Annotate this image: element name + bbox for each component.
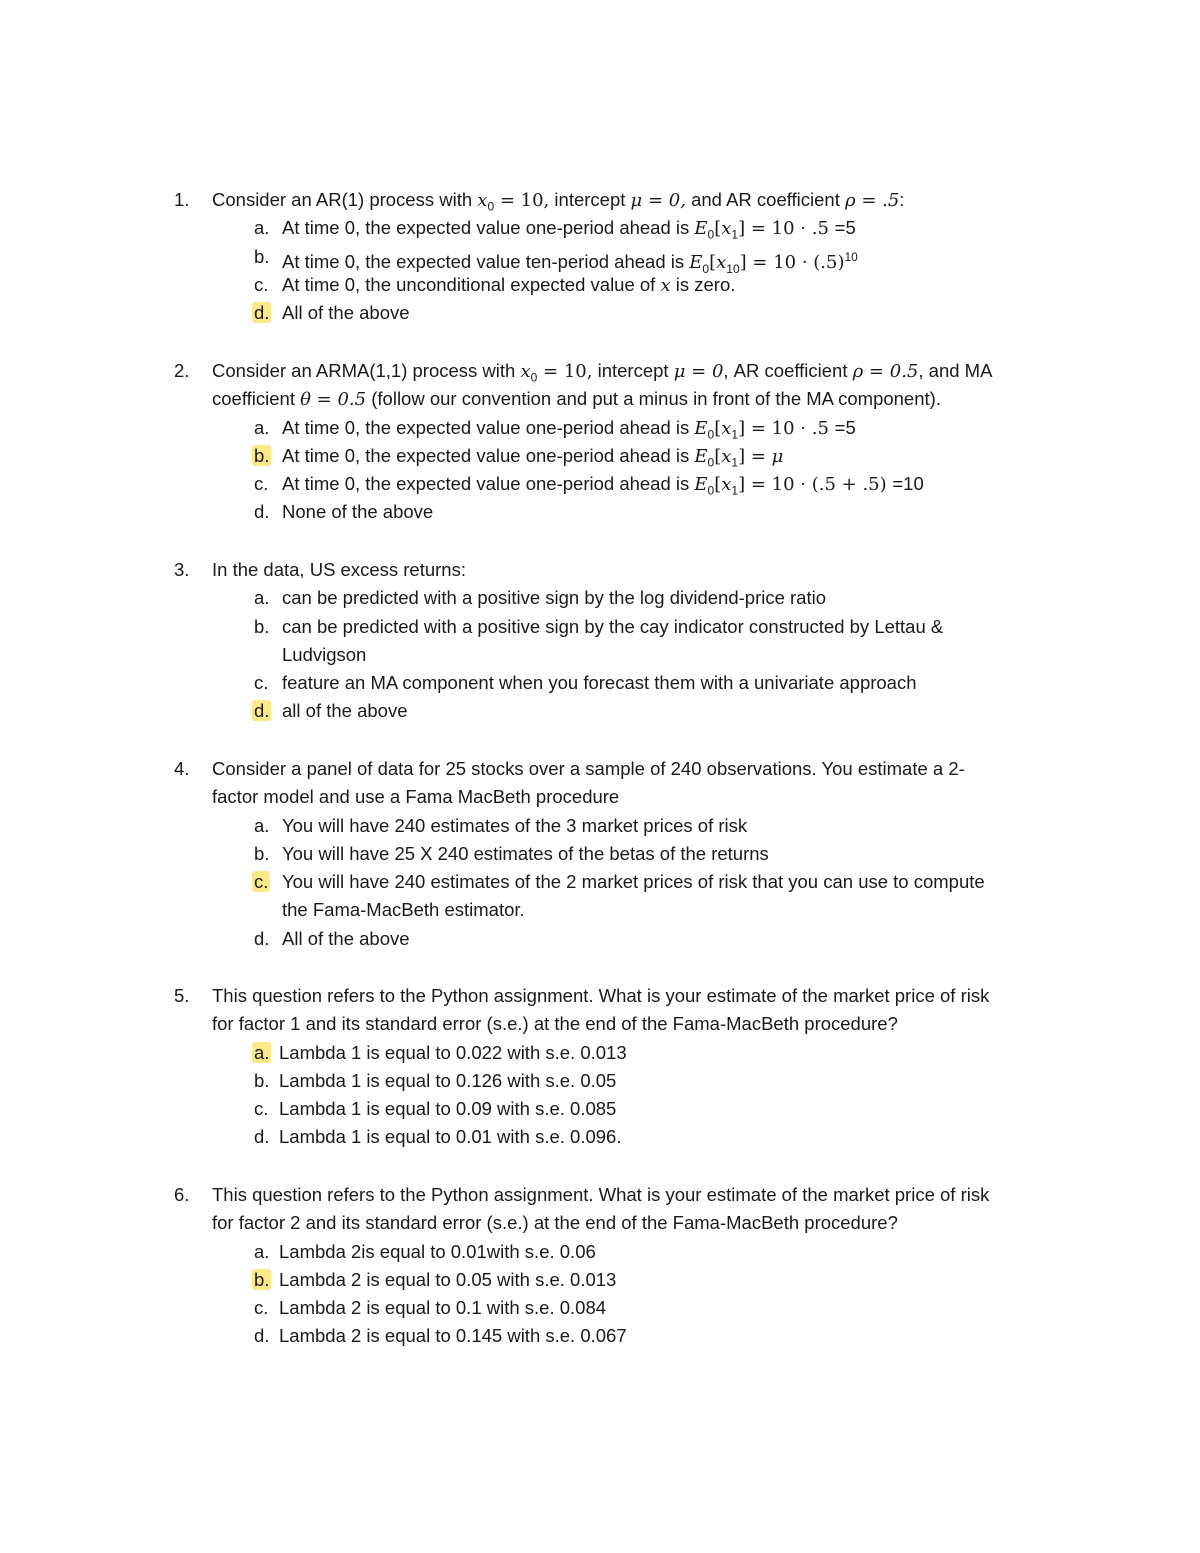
option-letter: c. [254, 473, 269, 495]
option-letter [254, 442, 271, 470]
question-number: 2. [174, 360, 190, 381]
option-c [0, 271, 1200, 299]
question-1 [0, 186, 1200, 327]
option-b [0, 1266, 1200, 1294]
option-text: At time 0, the expected value one-period ahead is $E_0[x_1] = 10 \cdot (.5 + .5) =10$ [282, 473, 924, 498]
question-number: 5. [174, 985, 190, 1006]
option-letter: c. [254, 1098, 269, 1120]
answer-highlight: b. [254, 444, 270, 466]
question-text: This question refers to the Python assignment. What is your estimate of the market price of risk [212, 985, 990, 1006]
question-number: 1. [174, 189, 190, 210]
question-text: Consider an AR(1) process with $x_0 = 10$, intercept μ = 0, and AR coefficient ρ = .5: [212, 189, 905, 214]
question-stem [0, 186, 1200, 214]
option-letter: a. [254, 217, 270, 239]
option-text: Ludvigson [282, 643, 367, 665]
question-5 [0, 982, 1200, 1152]
option-a [0, 214, 1200, 242]
option-c-continued [0, 896, 1200, 924]
question-3 [0, 556, 1200, 726]
option-text: all of the above [282, 700, 408, 722]
question-2 [0, 357, 1200, 527]
option-letter: b. [254, 245, 270, 267]
question-number: 6. [174, 1184, 190, 1205]
question-number: 3. [174, 559, 190, 580]
option-text: At time 0, the expected value one-period ahead is $E_0[x_1] = 10 \cdot .5 =5$ [282, 416, 856, 442]
option-b [0, 442, 1200, 470]
question-text: Consider an ARMA(1,1) process with $x_0 = 10$, intercept μ = 0, AR coefficient ρ = 0.5, and MA [212, 360, 993, 385]
option-d [0, 299, 1200, 327]
option-letter: c. [254, 273, 269, 295]
question-number: 4. [174, 758, 190, 779]
option-b [0, 1067, 1200, 1095]
question-text: for factor 1 and its standard error (s.e.) at the end of the Fama-MacBeth procedure? [212, 1013, 898, 1035]
option-text: Lambda 1 is equal to 0.022 with s.e. 0.013 [279, 1041, 627, 1063]
option-letter: b. [254, 615, 270, 637]
option-text: Lambda 2 is equal to 0.1 with s.e. 0.084 [279, 1297, 607, 1319]
option-text: Lambda 1 is equal to 0.126 with s.e. 0.05 [279, 1069, 617, 1091]
question-text: for factor 2 and its standard error (s.e.) at the end of the Fama-MacBeth procedure? [212, 1212, 898, 1234]
question-text: Consider a panel of data for 25 stocks over a sample of 240 observations. You estimate a 2- [212, 758, 965, 779]
option-a [0, 584, 1200, 612]
option-text: the Fama-MacBeth estimator. [282, 899, 525, 921]
option-letter: c. [254, 1297, 269, 1319]
option-letter: d. [254, 501, 270, 523]
option-text: can be predicted with a positive sign by the log dividend-price ratio [282, 587, 827, 609]
option-text: All of the above [282, 302, 410, 324]
answer-highlight: a. [254, 1041, 270, 1063]
option-text: None of the above [282, 501, 434, 523]
option-letter: d. [254, 1126, 270, 1148]
option-d [0, 1322, 1200, 1350]
option-b-continued [0, 641, 1200, 669]
question-text: This question refers to the Python assignment. What is your estimate of the market price of risk [212, 1184, 990, 1205]
option-a [0, 1238, 1200, 1266]
option-letter: a. [254, 814, 270, 836]
question-6 [0, 1181, 1200, 1351]
option-text: At time 0, the expected value one-period ahead is $E_0[x_1] = 10 \cdot .5 =5$ [282, 217, 856, 242]
option-b [0, 840, 1200, 868]
question-stem-line-2 [0, 1010, 1200, 1038]
option-d [0, 1123, 1200, 1151]
option-letter: a. [254, 416, 270, 438]
option-c [0, 1095, 1200, 1123]
option-letter: b. [254, 1069, 270, 1091]
question-4 [0, 755, 1200, 953]
option-text: All of the above [282, 927, 410, 949]
option-text: can be predicted with a positive sign by the cay indicator constructed by Lettau & [282, 615, 944, 637]
option-letter: d. [254, 927, 270, 949]
option-text: You will have 240 estimates of the 3 market prices of risk [282, 814, 748, 836]
question-stem-line-2 [0, 1209, 1200, 1237]
option-text: You will have 25 X 240 estimates of the betas of the returns [282, 842, 769, 864]
option-letter [254, 1039, 271, 1067]
question-stem [0, 556, 1200, 584]
option-c [0, 669, 1200, 697]
question-stem [0, 982, 1200, 1010]
answer-highlight: c. [254, 871, 269, 893]
option-letter: a. [254, 587, 270, 609]
option-letter [254, 1266, 271, 1294]
option-c [0, 868, 1200, 896]
option-letter: b. [254, 842, 270, 864]
option-letter: c. [254, 672, 269, 694]
option-text: Lambda 2 is equal to 0.145 with s.e. 0.067 [279, 1325, 627, 1347]
option-c [0, 470, 1200, 498]
question-text: In the data, US excess returns: [212, 559, 466, 580]
option-a [0, 1039, 1200, 1067]
option-letter: a. [254, 1240, 270, 1262]
option-letter: d. [254, 1325, 270, 1347]
option-text: At time 0, the expected value ten-period ahead is $E_0[x_{10}] = 10 \cdot (.5)^{10}$ [282, 249, 858, 276]
option-text: Lambda 1 is equal to 0.01 with s.e. 0.096. [279, 1126, 622, 1148]
option-text: At time 0, the expected value one-period ahead is $E_0[x_1] = \mu$ [282, 444, 784, 470]
option-letter [254, 868, 271, 896]
question-stem [0, 1181, 1200, 1209]
question-stem-line-2 [0, 783, 1200, 811]
answer-highlight: d. [254, 302, 270, 324]
option-letter [254, 697, 271, 725]
option-a [0, 812, 1200, 840]
question-text: coefficient θ = 0.5 (follow our convention and put a minus in front of the MA component). [212, 388, 941, 411]
option-d [0, 925, 1200, 953]
option-b [0, 243, 1200, 276]
option-text: Lambda 1 is equal to 0.09 with s.e. 0.085 [279, 1098, 617, 1120]
answer-highlight: d. [254, 700, 270, 722]
option-letter [254, 299, 271, 327]
question-stem [0, 357, 1200, 385]
option-b [0, 613, 1200, 641]
option-text: At time 0, the unconditional expected value of x is zero. [282, 273, 736, 296]
option-a [0, 414, 1200, 442]
option-text: Lambda 2is equal to 0.01with s.e. 0.06 [279, 1240, 596, 1262]
option-d [0, 697, 1200, 725]
option-text: Lambda 2 is equal to 0.05 with s.e. 0.013 [279, 1268, 617, 1290]
question-stem [0, 755, 1200, 783]
answer-highlight: b. [254, 1268, 270, 1290]
option-text: feature an MA component when you forecast them with a univariate approach [282, 672, 917, 694]
option-c [0, 1294, 1200, 1322]
option-text: You will have 240 estimates of the 2 market prices of risk that you can use to compute [282, 871, 985, 893]
question-stem-line-2 [0, 385, 1200, 413]
question-text: factor model and use a Fama MacBeth procedure [212, 786, 620, 808]
option-d [0, 498, 1200, 526]
